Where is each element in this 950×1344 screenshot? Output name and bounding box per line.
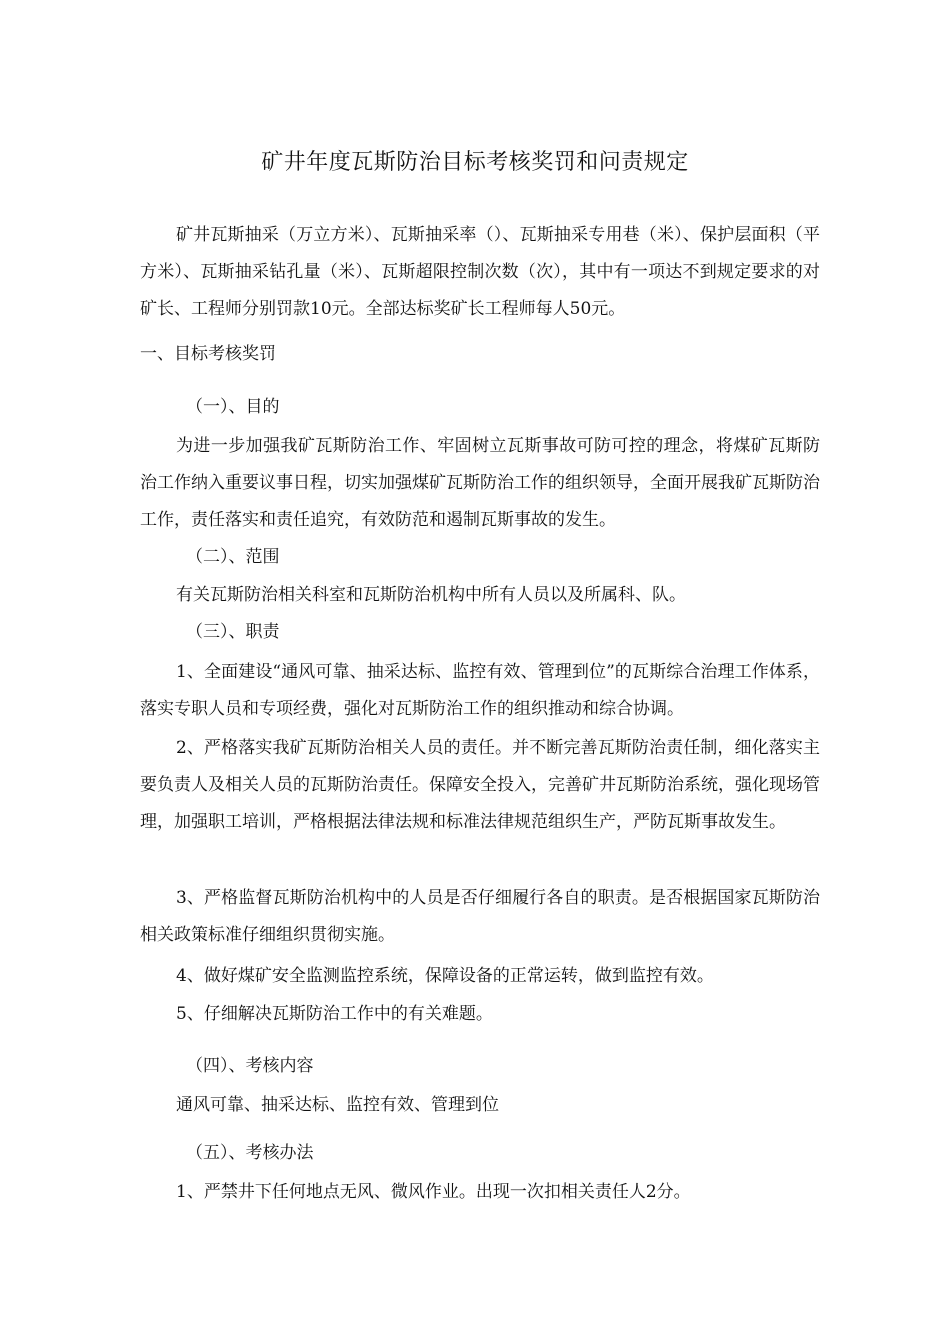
subsection-heading: （一）、目的: [186, 397, 280, 417]
duty-item: 4、做好煤矿安全监测监控系统，保障设备的正常运转，做到监控有效。: [176, 966, 714, 986]
section-heading: 一、目标考核奖罚: [140, 344, 276, 364]
intro-paragraph: 矿井瓦斯抽采（万立方米）、瓦斯抽采率（）、瓦斯抽采专用巷（米）、保护层面积（平方米）、瓦斯抽采钻孔量（米）、瓦斯超限控制次数（次），其中有一项达不到规定要求的对矿长、工程师分别罚款10元。全部达标奖矿长工程师每人50元。: [140, 225, 820, 319]
subsection-heading: （五）、考核办法: [186, 1143, 314, 1163]
assess-method-item: 1、严禁井下任何地点无风、微风作业。出现一次扣相关责任人2分。: [176, 1182, 691, 1202]
purpose-paragraph: 为进一步加强我矿瓦斯防治工作、牢固树立瓦斯事故可防可控的理念，将煤矿瓦斯防治工作纳入重要议事日程，切实加强煤矿瓦斯防治工作的组织领导，全面开展我矿瓦斯防治工作，责任落实和责任追究，有效防范和遏制瓦斯事故的发生。: [140, 436, 820, 530]
duty-item: 3、严格监督瓦斯防治机构中的人员是否仔细履行各自的职责。是否根据国家瓦斯防治相关政策标准仔细组织贯彻实施。: [140, 888, 820, 945]
scope-paragraph: 有关瓦斯防治相关科室和瓦斯防治机构中所有人员以及所属科、队。: [176, 585, 686, 605]
assess-content-paragraph: 通风可靠、抽采达标、监控有效、管理到位: [176, 1095, 499, 1115]
subsection-heading: （二）、范围: [186, 547, 280, 567]
duty-item: 1、全面建设“通风可靠、抽采达标、监控有效、管理到位”的瓦斯综合治理工作体系，落实专职人员和专项经费，强化对瓦斯防治工作的组织推动和综合协调。: [140, 662, 820, 719]
document-title: 矿井年度瓦斯防治目标考核奖罚和问责规定: [261, 150, 689, 175]
duty-item: 2、严格落实我矿瓦斯防治相关人员的责任。并不断完善瓦斯防治责任制，细化落实主要负责人及相关人员的瓦斯防治责任。保障安全投入，完善矿井瓦斯防治系统，强化现场管理，加强职工培训，严格根据法律法规和标准法律规范组织生产，严防瓦斯事故发生。: [140, 738, 820, 832]
duty-item: 5、仔细解决瓦斯防治工作中的有关难题。: [176, 1004, 493, 1024]
subsection-heading: （四）、考核内容: [186, 1056, 314, 1076]
subsection-heading: （三）、职责: [186, 622, 280, 642]
